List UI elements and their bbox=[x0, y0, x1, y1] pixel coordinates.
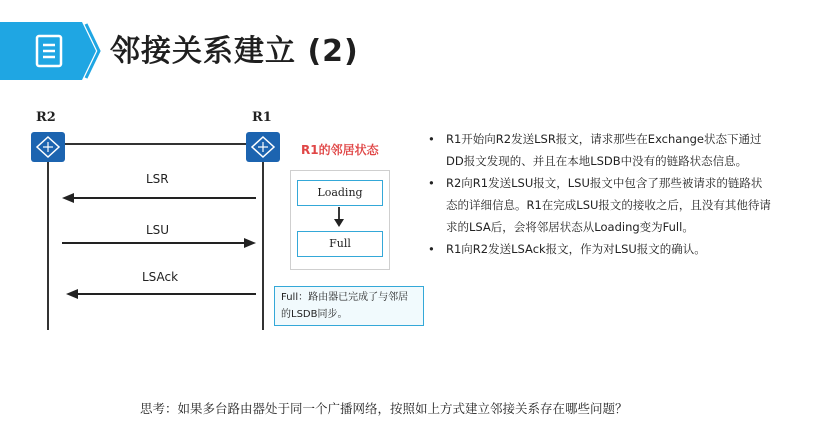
full-state-note bbox=[274, 286, 424, 326]
list-item-line: R1向R2发送LSAck报文，作为对LSU报文的确认。 bbox=[446, 242, 706, 256]
arrow-lsack bbox=[66, 289, 256, 299]
bullet-icon: • bbox=[428, 242, 435, 256]
arrow-lsu bbox=[62, 238, 256, 248]
discussion-question: 思考：如果多台路由器处于同一个广播网络，按照如上方式建立邻接关系存在哪些问题？ bbox=[140, 401, 628, 416]
list-item-line: 态的详细信息。R1在完成LSU报文的接收之后，且没有其他待请 bbox=[446, 198, 771, 212]
state-panel-title: R1的邻居状态 bbox=[301, 143, 379, 157]
state-full: Full bbox=[297, 231, 383, 257]
explanation-list bbox=[426, 128, 816, 260]
list-item-line: 求的LSA后，会将邻居状态从Loading变为Full。 bbox=[446, 220, 694, 234]
router-icon-r1 bbox=[246, 132, 280, 162]
message-label-lsr: LSR bbox=[146, 172, 169, 186]
note-line: Full：路由器已完成了与邻居 bbox=[281, 292, 409, 303]
arrow-lsr bbox=[62, 193, 256, 203]
router-label-r1: R1 bbox=[252, 110, 272, 125]
note-line: 的LSDB同步。 bbox=[281, 309, 348, 320]
list-item bbox=[426, 128, 816, 172]
router-icon-r2 bbox=[31, 132, 65, 162]
message-label-lsu: LSU bbox=[146, 223, 170, 237]
bullet-icon: • bbox=[428, 176, 435, 190]
router-label-r2: R2 bbox=[36, 110, 56, 125]
page-title: 邻接关系建立 (2) bbox=[110, 34, 359, 69]
list-item bbox=[426, 238, 816, 260]
list-item-line: R1开始向R2发送LSR报文，请求那些在Exchange状态下通过 bbox=[446, 132, 762, 146]
list-item bbox=[426, 172, 816, 238]
list-item-line: R2向R1发送LSU报文，LSU报文中包含了那些被请求的链路状 bbox=[446, 176, 763, 190]
down-arrow-icon bbox=[332, 206, 346, 228]
message-label-lsack: LSAck bbox=[142, 270, 179, 284]
bullet-icon: • bbox=[428, 132, 435, 146]
state-loading: Loading bbox=[297, 180, 383, 206]
list-item-line: DD报文发现的、并且在本地LSDB中没有的链路状态信息。 bbox=[446, 154, 748, 168]
